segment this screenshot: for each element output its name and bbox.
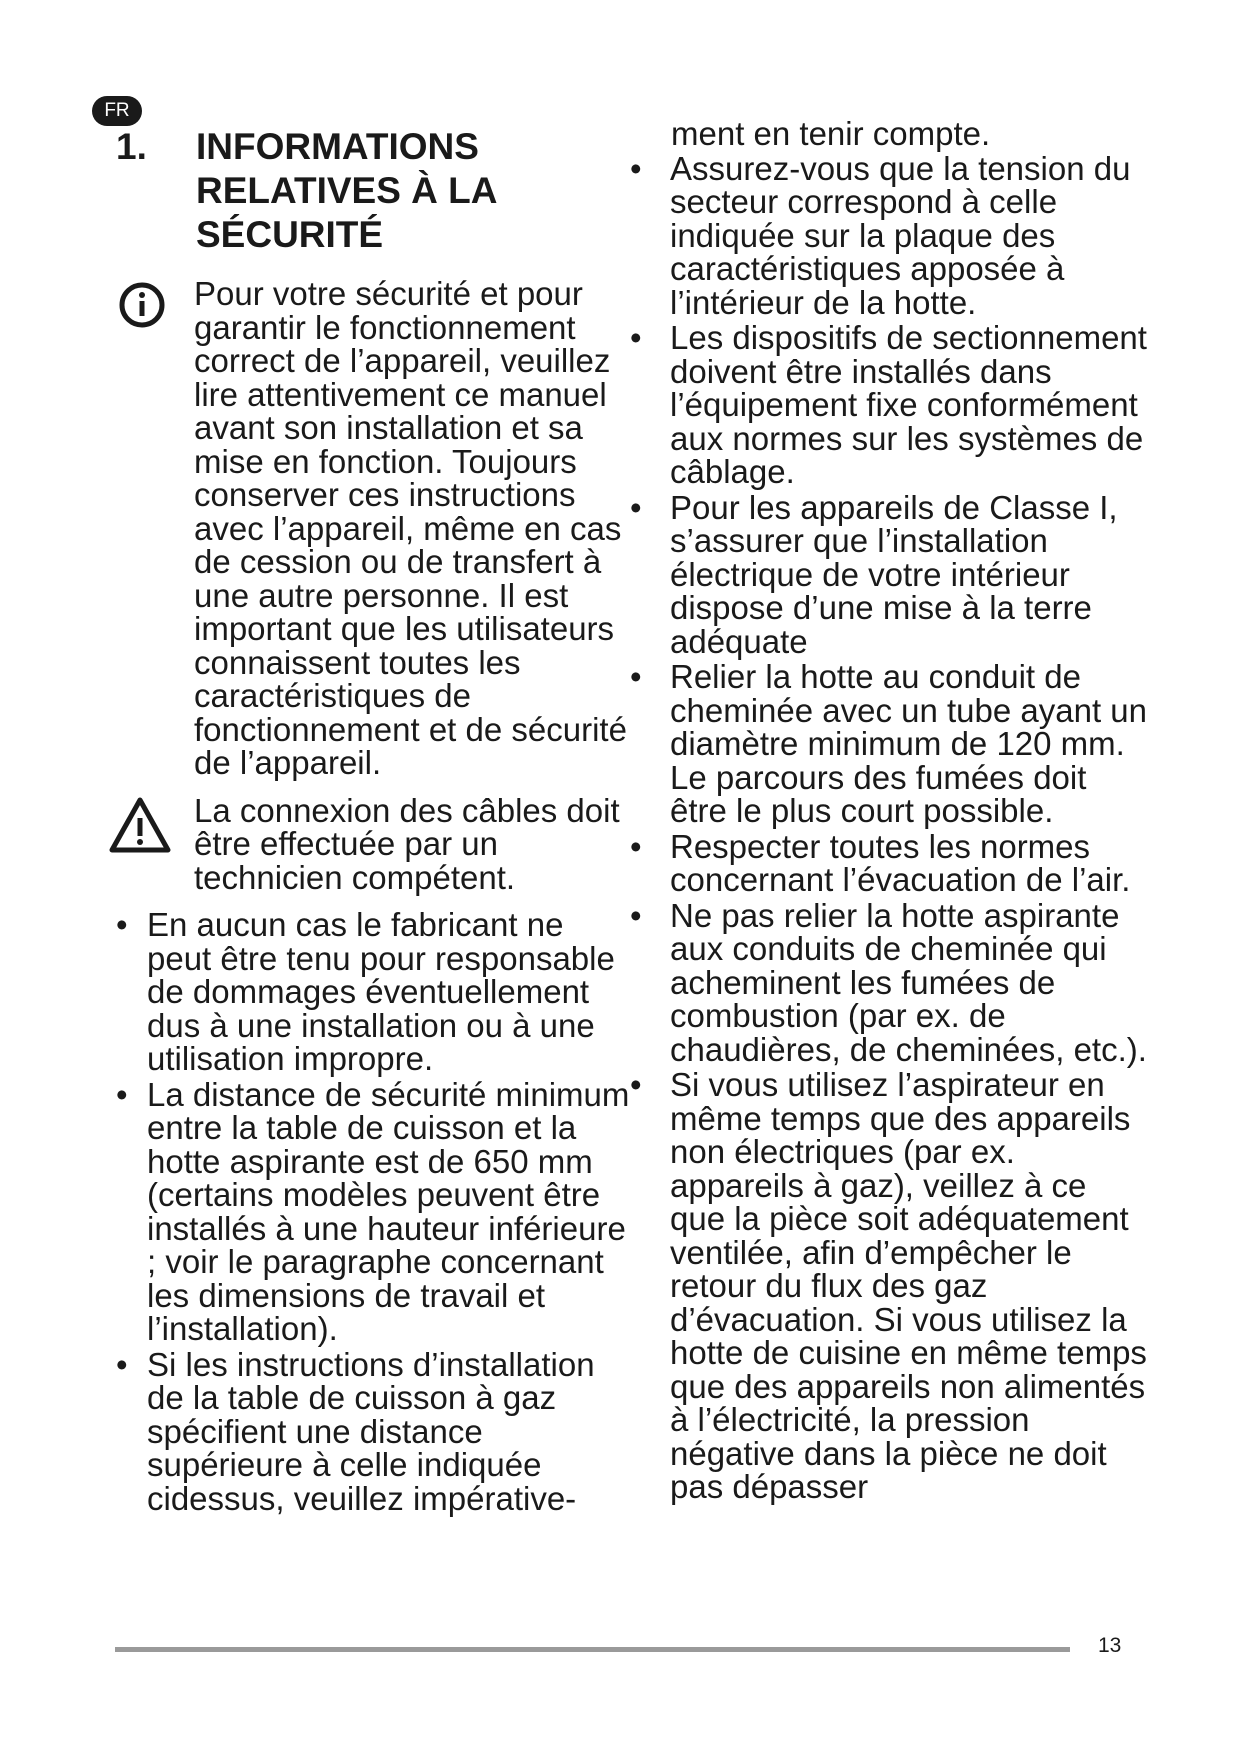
bullet-symbol: • [116,1345,128,1383]
bullet-symbol: • [630,488,642,526]
section-title-line: INFORMATIONS [196,126,479,167]
right-column [630,117,1150,1506]
bullet-symbol: • [116,1075,128,1113]
safety-bullet [630,1068,1150,1504]
info-notice [116,277,636,780]
bullet-text: La distance de sécurité minimum entre la table de cuisson et la hotte aspirante est de 650 mm (certains modèles peuvent être installés à une hauteur inférieure ; voir le paragraphe concernant les dimensions de travail et l’installation). [147,1075,630,1347]
bullet-symbol: • [116,906,128,943]
safety-bullet [116,1345,636,1517]
info-notice-text: Pour votre sécurité et pour garantir le fonctionnement correct de l’appareil, veuillez lire attentivement ce manuel avant son installation et sa mise en fonction. Toujours conserver ces instructions avec l’appareil, même en cas de cession ou de transfert à une autre personne. Il est important que les utilisateurs connaissent toutes les caractéristiques de fonctionnement et de sécurité de l’appareil. [194,275,627,781]
section-title [116,125,636,257]
bullet-symbol: • [630,149,642,187]
section-title-line: SÉCURITÉ [196,214,384,255]
language-badge: FR [92,96,142,126]
bullet-symbol: • [630,827,642,865]
bullet-symbol: • [630,1066,642,1103]
section-title-text [196,125,636,257]
safety-bullet [630,660,1150,828]
safety-bullet [630,321,1150,489]
bullet-symbol: • [630,896,642,934]
bullet-text: Si les instructions d’installation de la table de cuisson à gaz spécifient une distance supérieure à celle indiquée cidessus, veuillez impérative- [147,1345,595,1517]
safety-bullet [116,1075,636,1347]
safety-bullet [630,896,1150,1068]
bullet-symbol: • [630,658,642,695]
section-number: 1. [116,126,147,167]
bullet-text: Si vous utilisez l’aspirateur en même temps que des appareils non électriques (par ex. appareils à gaz), veillez à ce que la pièce soit adéquatement ventilée, afin d’empêcher le retour du flux des gaz d’évacuation. Si vous utilisez la hotte de cuisine en même temps que des appareils non alimentés à l’électricité, la pression négative dans la pièce ne doit pas dépasser [670,1066,1147,1505]
bullet-symbol: • [630,319,642,356]
section-title-line: RELATIVES À LA [196,170,498,211]
left-column [116,125,636,1517]
bullet-text: Pour les appareils de Classe I, s’assurer que l’installation électrique de votre intérieur dispose d’une mise à la terre adéquate [670,488,1118,660]
safety-bullet [116,908,636,1076]
safety-bullet [630,827,1150,898]
continued-text: ment en tenir compte. [671,115,991,152]
warning-notice-text: La connexion des câbles doit être effectuée par un technicien compétent. [194,791,620,896]
bullet-text: Assurez-vous que la tension du secteur correspond à celle indiquée sur la plaque des caractéristiques apposée à l’intérieur de la hotte. [670,149,1131,321]
bullet-text: Les dispositifs de sectionnement doivent être installés dans l’équipement fixe conformément aux normes sur les systèmes de câblage. [670,319,1147,490]
bullet-text: Ne pas relier la hotte aspirante aux conduits de cheminée qui acheminent les fumées de combustion (par ex. de chaudières, de cheminées, etc.). [670,896,1147,1068]
safety-bullet [630,149,1150,321]
bullet-text: Respecter toutes les normes concernant l’évacuation de l’air. [670,827,1131,898]
page-number: 13 [1098,1634,1122,1657]
warning-notice [116,791,636,896]
bullet-text: Relier la hotte au conduit de cheminée avec un tube ayant un diamètre minimum de 120 mm. Le parcours des fumées doit être le plus court possible. [670,658,1148,829]
bullet-text: En aucun cas le fabricant ne peut être tenu pour responsable de dommages éventuellement dus à une installation ou à une utilisation impropre. [147,906,615,1077]
safety-bullet [630,488,1150,660]
info-icon [116,277,194,337]
footer-rule [115,1647,1070,1652]
warning-icon [116,794,194,854]
